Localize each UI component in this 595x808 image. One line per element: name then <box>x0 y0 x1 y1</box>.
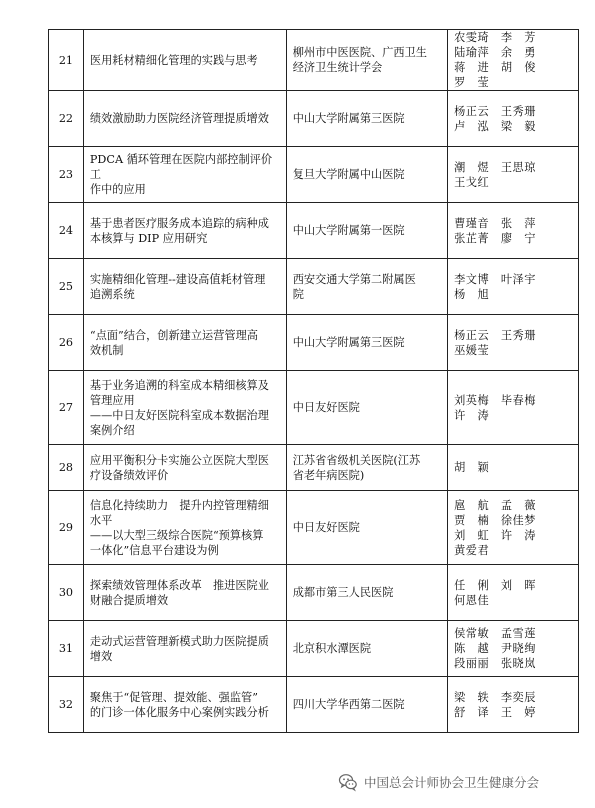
paper-title-line: 探索绩效管理体系改革 推进医院业 <box>89 578 269 592</box>
organization-line: 柳州市中医医院、广西卫生 <box>292 46 427 59</box>
paper-title-line: 医用耗材精细化管理的实践与思考 <box>89 53 258 67</box>
table-row <box>49 203 579 259</box>
paper-title-line: 绩效激励助力医院经济管理提质增效 <box>89 112 269 125</box>
paper-title-cell <box>83 371 286 445</box>
wechat-icon <box>338 772 358 792</box>
author-line: 巫媛莹 <box>454 343 490 357</box>
row-number: 21 <box>49 30 84 91</box>
authors-cell <box>448 621 579 677</box>
organization-line: 院 <box>292 287 304 301</box>
row-number: 27 <box>49 371 84 445</box>
paper-title-cell <box>83 203 286 259</box>
author-line: 刘英梅 毕春梅 <box>454 393 536 407</box>
author-line: 杨正云 王秀珊 <box>454 328 536 342</box>
authors-cell <box>448 491 579 565</box>
organization-line: 西安交通大学第二附属医 <box>292 272 416 286</box>
organization-cell <box>286 147 447 203</box>
table-row <box>49 621 579 677</box>
paper-title-line: PDCA 循环管理在医院内部控制评价工 <box>89 153 273 181</box>
table-row <box>49 30 579 91</box>
organization-line: 中山大学附属第三医院 <box>292 336 405 349</box>
row-number: 26 <box>49 315 84 371</box>
paper-title-line: 走动式运营管理新模式助力医院提质 <box>89 634 269 648</box>
paper-title-line: 案例介绍 <box>89 423 135 437</box>
organization-cell <box>286 30 447 91</box>
row-number: 25 <box>49 259 84 315</box>
organization-line: 经济卫生统计学会 <box>292 61 383 74</box>
row-number: 28 <box>49 445 84 491</box>
organization-line: 中日友好医院 <box>292 521 360 534</box>
author-line: 胡 颖 <box>454 461 490 474</box>
table-row <box>49 91 579 147</box>
author-line: 陈 越 尹晓绚 <box>454 642 536 655</box>
paper-title-line: 财融合提质增效 <box>89 593 169 607</box>
row-number: 32 <box>49 677 84 733</box>
paper-title-line: 作中的应用 <box>89 183 146 196</box>
row-number: 22 <box>49 91 84 147</box>
paper-title-cell <box>83 621 286 677</box>
authors-cell <box>448 30 579 91</box>
organization-cell <box>286 259 447 315</box>
organization-line: 中日友好医院 <box>292 401 360 414</box>
row-number: 23 <box>49 147 84 203</box>
organization-cell <box>286 445 447 491</box>
paper-title-line: 聚焦于“促管理、提效能、强监管” <box>89 690 258 704</box>
paper-title-line: 本核算与 DIP 应用研究 <box>89 231 208 245</box>
author-line: 侯常敏 孟雪莲 <box>454 627 536 640</box>
author-line: 刘 虹 许 涛 <box>454 528 536 542</box>
paper-title-line: 实施精细化管理--建设高值耗材管理 <box>89 272 266 286</box>
table-row <box>49 565 579 621</box>
organization-line: 中山大学附属第三医院 <box>292 112 405 125</box>
organization-line: 中山大学附属第一医院 <box>292 224 405 237</box>
row-number: 24 <box>49 203 84 259</box>
author-line: 贾 楠 徐佳梦 <box>454 513 536 527</box>
author-line: 何恩佳 <box>454 593 490 607</box>
author-line: 任 俐 刘 晖 <box>454 578 536 592</box>
paper-title-cell <box>83 91 286 147</box>
authors-cell <box>448 315 579 371</box>
author-line: 舒 译 王 婷 <box>454 705 536 719</box>
paper-title-cell <box>83 445 286 491</box>
author-line: 王戈红 <box>454 175 490 189</box>
row-number: 29 <box>49 491 84 565</box>
authors-cell <box>448 203 579 259</box>
organization-cell <box>286 203 447 259</box>
watermark <box>338 771 539 793</box>
paper-title-cell <box>83 491 286 565</box>
organization-cell <box>286 371 447 445</box>
watermark-text: 中国总会计师协会卫生健康分会 <box>364 775 540 790</box>
paper-title-line: 效机制 <box>89 343 124 357</box>
authors-cell <box>448 147 579 203</box>
author-line: 李文博 叶泽宇 <box>454 272 536 286</box>
paper-title-line: 追溯系统 <box>89 287 135 301</box>
authors-cell <box>448 371 579 445</box>
paper-title-line: 基于患者医疗服务成本追踪的病种成 <box>89 216 269 230</box>
author-line: 张芷菁 廖 宁 <box>454 231 536 245</box>
paper-title-cell <box>83 677 286 733</box>
table-row <box>49 445 579 491</box>
paper-title-line: 的门诊一体化服务中心案例实践分析 <box>89 705 269 719</box>
author-line: 陆瑜萍 余 勇 <box>454 46 536 59</box>
paper-title-cell <box>83 565 286 621</box>
authors-cell <box>448 677 579 733</box>
author-line: 蒋 进 胡 俊 <box>454 61 536 74</box>
author-line: 潮 煜 王思琼 <box>454 160 536 174</box>
paper-title-line: 一体化”信息平台建设为例 <box>89 543 219 557</box>
table-row <box>49 147 579 203</box>
author-line: 曹瑾音 张 萍 <box>454 216 536 230</box>
paper-title-line: 疗设备绩效评价 <box>89 468 169 482</box>
author-line: 许 涛 <box>454 408 490 422</box>
organization-cell <box>286 621 447 677</box>
paper-title-line: 水平 <box>89 513 113 527</box>
paper-title-line: ——中日友好医院科室成本数据治理 <box>89 408 269 422</box>
paper-title-cell <box>83 259 286 315</box>
table-row <box>49 491 579 565</box>
table-row <box>49 371 579 445</box>
organization-cell <box>286 677 447 733</box>
paper-title-line: “点面”结合，创新建立运营管理高 <box>89 328 258 342</box>
author-line: 杨 旭 <box>454 287 490 301</box>
author-line: 梁 轶 李奕辰 <box>454 690 536 704</box>
table-row <box>49 259 579 315</box>
author-line: 罗 莹 <box>454 76 490 89</box>
authors-cell <box>448 445 579 491</box>
organization-line: 复旦大学附属中山医院 <box>292 168 405 181</box>
paper-title-line: 基于业务追溯的科室成本精细核算及 <box>89 378 269 392</box>
author-line: 卢 泓 梁 毅 <box>454 119 536 133</box>
author-line: 杨正云 王秀珊 <box>454 104 536 118</box>
organization-line: 成都市第三人民医院 <box>292 586 394 599</box>
table-row <box>49 677 579 733</box>
organization-cell <box>286 315 447 371</box>
award-list-table <box>48 29 579 733</box>
author-line: 扈 航 孟 薇 <box>454 498 536 512</box>
paper-title-cell <box>83 315 286 371</box>
organization-line: 四川大学华西第二医院 <box>292 698 405 711</box>
organization-cell <box>286 91 447 147</box>
authors-cell <box>448 91 579 147</box>
author-line: 黄爱君 <box>454 543 490 557</box>
authors-cell <box>448 565 579 621</box>
row-number: 31 <box>49 621 84 677</box>
paper-title-cell <box>83 30 286 91</box>
author-line: 段丽丽 张晓岚 <box>454 657 536 670</box>
organization-line: 北京积水潭医院 <box>292 642 372 655</box>
organization-cell <box>286 565 447 621</box>
paper-title-line: 增效 <box>89 649 113 663</box>
paper-title-line: 管理应用 <box>89 393 135 407</box>
paper-title-cell <box>83 147 286 203</box>
authors-cell <box>448 259 579 315</box>
organization-cell <box>286 491 447 565</box>
paper-title-line: 信息化持续助力 提升内控管理精细 <box>89 498 269 512</box>
paper-title-line: 应用平衡积分卡实施公立医院大型医 <box>89 453 269 467</box>
author-line: 农雯琦 李 芳 <box>454 31 536 44</box>
organization-line: 省老年病医院) <box>292 468 365 482</box>
table-row <box>49 315 579 371</box>
row-number: 30 <box>49 565 84 621</box>
table-body <box>49 30 579 733</box>
organization-line: 江苏省省级机关医院(江苏 <box>292 453 421 467</box>
paper-title-line: ——以大型三级综合医院“预算核算 <box>89 528 264 542</box>
